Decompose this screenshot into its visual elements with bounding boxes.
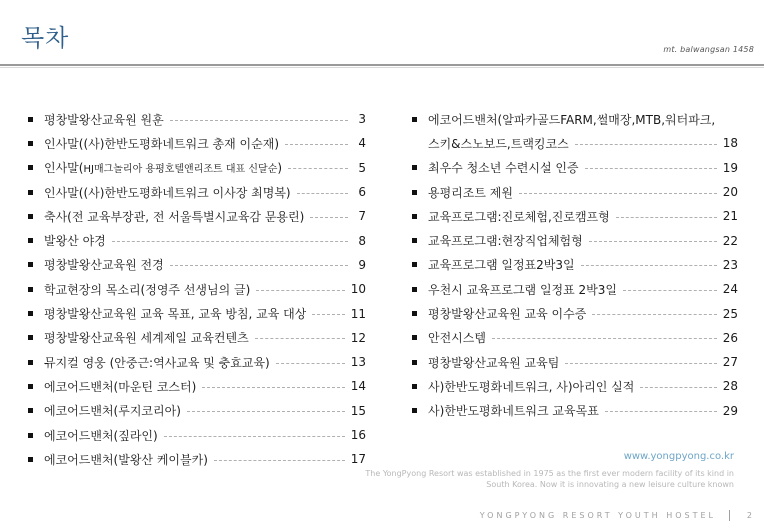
toc-entry-label — [428, 305, 586, 322]
toc-page-number: 5 — [358, 160, 366, 175]
bullet-icon — [412, 335, 417, 340]
toc-page-number: 12 — [350, 330, 366, 345]
dotted-leader — [112, 241, 348, 242]
toc-page-number: 26 — [722, 330, 738, 345]
toc-entry-text: 에코어드밴처(루지코리아) — [44, 404, 181, 419]
dotted-leader — [256, 290, 344, 291]
bullet-icon — [412, 311, 417, 316]
toc-entry[interactable] — [28, 423, 366, 447]
bullet-icon — [412, 408, 417, 413]
toc-page-number: 16 — [350, 428, 366, 442]
page-header — [0, 0, 764, 70]
toc-entry-text: 에코어드밴처(짚라인) — [44, 428, 158, 443]
toc-entry-label — [428, 256, 575, 273]
footer-separator — [729, 510, 730, 521]
toc-entry-text: 교육프로그램 일정표2박3일 — [428, 258, 575, 273]
toc-page-number: 4 — [358, 136, 366, 151]
toc-page-number: 17 — [350, 452, 366, 467]
toc-entry-label — [44, 232, 106, 249]
toc-entry-label — [44, 208, 304, 225]
toc-entry[interactable] — [412, 399, 738, 423]
toc-entry-label — [428, 402, 599, 419]
toc-entry-label — [44, 329, 249, 346]
bullet-icon — [412, 117, 417, 122]
toc-entry-text: 발왕산 야경 — [44, 234, 106, 249]
toc-entry[interactable] — [28, 277, 366, 301]
toc-page-number: 10 — [350, 282, 366, 297]
toc-entry-text: 안전시스템 — [428, 331, 486, 346]
toc-entry-label — [44, 427, 158, 444]
bullet-icon — [28, 214, 33, 219]
toc-entry[interactable] — [28, 447, 366, 471]
toc-entry-text: 용평리조트 제원 — [428, 185, 513, 200]
toc-page-number: 22 — [722, 233, 738, 248]
toc-entry-text: 학교현장의 목소리(정영주 선생님의 글) — [44, 282, 251, 297]
toc-entry-label — [44, 354, 270, 371]
toc-page-number: 8 — [358, 233, 366, 248]
dotted-leader — [288, 168, 348, 169]
dotted-leader — [170, 265, 348, 266]
toc-left-column — [28, 107, 366, 471]
dotted-leader — [202, 387, 344, 388]
toc-entry[interactable] — [28, 131, 366, 155]
bullet-icon — [412, 238, 417, 243]
bullet-icon — [28, 262, 33, 267]
toc-page-number: 15 — [350, 403, 366, 418]
bullet-icon — [28, 433, 33, 438]
toc-entry[interactable] — [28, 374, 366, 398]
bullet-icon — [412, 360, 417, 365]
toc-entry-label — [44, 111, 164, 128]
bullet-icon — [28, 360, 33, 365]
toc-entry-label — [44, 305, 306, 322]
page-number: 2 — [746, 511, 752, 520]
dotted-leader — [640, 387, 716, 388]
bullet-icon — [28, 238, 33, 243]
bullet-icon — [28, 165, 33, 170]
toc-entry-label — [44, 378, 196, 395]
toc-entry[interactable] — [412, 156, 738, 180]
toc-page-number: 9 — [358, 257, 366, 272]
dotted-leader — [164, 436, 345, 437]
toc-page-number: 29 — [722, 403, 738, 418]
toc-entry-text: 인사말( — [44, 161, 84, 176]
toc-entry-text: 축사(전 교육부장관, 전 서울특별시교육감 문용린) — [44, 209, 305, 224]
toc-entry-label — [44, 184, 291, 201]
toc-page-number: 24 — [722, 282, 738, 297]
bullet-icon — [28, 287, 33, 292]
toc-entry-text: 우천시 교육프로그램 일정표 2박3일 — [428, 282, 618, 297]
toc-entry[interactable] — [28, 253, 366, 277]
toc-entry-text: 뮤지컬 영웅 (안중근:역사교육 및 충효교육) — [44, 355, 270, 370]
toc-page-number: 20 — [722, 185, 738, 200]
dotted-leader — [312, 314, 344, 315]
dotted-leader — [581, 265, 717, 266]
toc-entry[interactable] — [28, 399, 366, 423]
toc-entry-text: 평창발왕산교육원 교육팀 — [428, 355, 560, 370]
toc-entry[interactable] — [28, 301, 366, 325]
toc-page-number: 11 — [350, 306, 366, 321]
toc-entry-text: 최우수 청소년 수련시설 인증 — [428, 161, 579, 176]
toc-entry[interactable] — [412, 326, 738, 350]
dotted-leader — [589, 241, 717, 242]
resort-tagline: The YongPyong Resort was established in 1975 as the first ever modern facility of its kind in South Korea. Now it is innovating a new leisure culture known — [365, 469, 734, 489]
toc-entry[interactable] — [28, 326, 366, 350]
toc-page-number: 21 — [722, 209, 738, 224]
toc-entry-text: 에코어드밴처(발왕산 케이블카) — [44, 452, 208, 467]
bullet-icon — [412, 214, 417, 219]
dotted-leader — [565, 363, 716, 364]
brand-logo: mt. balwangsan 1458 — [663, 45, 754, 54]
bullet-icon — [28, 335, 33, 340]
dotted-leader — [575, 144, 717, 145]
toc-entry-text: 평창발왕산교육원 세계제일 교육컨텐츠 — [44, 331, 249, 346]
toc-entry[interactable] — [412, 374, 738, 398]
bullet-icon — [28, 190, 33, 195]
toc-entry-label — [44, 281, 250, 298]
toc-entry-label — [428, 354, 559, 371]
toc-entry[interactable] — [28, 228, 366, 252]
toc-entry-label — [428, 329, 486, 346]
toc-page-number: 23 — [722, 257, 738, 272]
toc-entry-subtext: HJ매그놀리아 용평호텔앤리조트 대표 신달순 — [83, 164, 278, 176]
toc-entry-label — [44, 256, 164, 273]
page-footer — [0, 508, 764, 528]
bullet-icon — [28, 384, 33, 389]
toc-page-number: 18 — [722, 136, 738, 151]
bullet-icon — [28, 408, 33, 413]
toc-entry-text: 평창발왕산교육원 원훈 — [44, 112, 164, 127]
toc-entry-text: 평창발왕산교육원 전경 — [44, 258, 164, 273]
toc-entry[interactable] — [28, 156, 366, 180]
header-divider-thin — [0, 67, 764, 68]
toc-entry-text: 평창발왕산교육원 교육 목표, 교육 방침, 교육 대상 — [44, 307, 307, 322]
toc-page-number: 13 — [350, 355, 366, 370]
bullet-icon — [28, 457, 33, 462]
toc-page-number: 28 — [722, 379, 738, 394]
dotted-leader — [605, 411, 717, 412]
toc-entry[interactable] — [412, 253, 738, 277]
toc-entry-label — [428, 159, 579, 176]
toc-entry[interactable] — [28, 180, 366, 204]
dotted-leader — [170, 120, 348, 121]
toc-entry[interactable] — [412, 228, 738, 252]
bullet-icon — [412, 165, 417, 170]
bullet-icon — [28, 311, 33, 316]
bullet-icon — [28, 117, 33, 122]
toc-entry-label — [428, 184, 513, 201]
toc-entry[interactable] — [412, 277, 738, 301]
toc-entry-text-tail: ) — [277, 161, 283, 176]
toc-right-column — [412, 107, 738, 423]
toc-entry-text: 사)한반도평화네트워크, 사)아리인 실적 — [428, 379, 635, 394]
toc-entry-text: 인사말((사)한반도평화네트워크 총재 이순재) — [44, 136, 280, 151]
toc-page-number: 6 — [358, 185, 366, 200]
toc-entry-text: 평창발왕산교육원 교육 이수증 — [428, 307, 587, 322]
toc-entry-text: 교육프로그램:진로체험,진로캠프형 — [428, 209, 610, 224]
bullet-icon — [412, 190, 417, 195]
toc-entry-label — [428, 232, 583, 249]
toc-entry-text: 교육프로그램:현장직업체험형 — [428, 234, 583, 249]
toc-page-number: 27 — [722, 355, 738, 370]
toc-entry-text: 에코어드밴처(마운틴 코스터) — [44, 379, 197, 394]
dotted-leader — [187, 411, 345, 412]
dotted-leader — [585, 168, 717, 169]
toc-entry[interactable] — [28, 107, 366, 131]
dotted-leader — [492, 338, 717, 339]
toc-entry-label — [428, 208, 610, 225]
page-title: 목차 — [21, 24, 70, 52]
dotted-leader — [519, 193, 717, 194]
dotted-leader — [255, 338, 345, 339]
toc-entry-label — [44, 451, 208, 468]
toc-entry-continuation[interactable] — [412, 131, 738, 155]
bullet-icon — [28, 141, 33, 146]
toc-entry-label — [428, 378, 634, 395]
dotted-leader — [297, 193, 348, 194]
dotted-leader — [310, 217, 348, 218]
toc-entry[interactable] — [412, 180, 738, 204]
toc-entry[interactable] — [412, 350, 738, 374]
dotted-leader — [276, 363, 345, 364]
toc-entry[interactable] — [412, 204, 738, 228]
bullet-icon — [412, 262, 417, 267]
toc-entry-label — [44, 402, 181, 419]
toc-entry-text: 스키&스노보드,트랙킹코스 — [428, 136, 569, 151]
footer-title: YONGPYONG RESORT YOUTH HOSTEL — [479, 511, 716, 520]
toc-page-number: 14 — [350, 379, 366, 394]
dotted-leader — [214, 460, 345, 461]
toc-entry-text: 인사말((사)한반도평화네트워크 이사장 최명복) — [44, 185, 291, 200]
toc-entry-label — [44, 159, 282, 176]
dotted-leader — [623, 290, 717, 291]
bullet-icon — [412, 384, 417, 389]
toc-entry[interactable] — [28, 204, 366, 228]
bullet-icon — [412, 287, 417, 292]
dotted-leader — [285, 144, 348, 145]
dotted-leader — [616, 217, 717, 218]
toc-entry[interactable] — [412, 107, 738, 131]
toc-entry-text: 에코어드밴처(알파카골드FARM,썰매장,MTB,워터파크, — [428, 112, 716, 127]
toc-entry-text: 사)한반도평화네트워크 교육목표 — [428, 404, 599, 419]
toc-page-number: 19 — [722, 160, 738, 175]
toc-entry[interactable] — [412, 301, 738, 325]
dotted-leader — [592, 314, 716, 315]
toc-page-number: 7 — [358, 209, 366, 224]
header-divider — [0, 64, 764, 66]
toc-page-number: 25 — [722, 306, 738, 321]
website-url[interactable]: www.yongpyong.co.kr — [623, 451, 734, 462]
toc-entry[interactable] — [28, 350, 366, 374]
toc-entry-label — [428, 281, 617, 298]
toc-entry-label — [44, 135, 279, 152]
toc-page-number: 3 — [358, 112, 366, 127]
